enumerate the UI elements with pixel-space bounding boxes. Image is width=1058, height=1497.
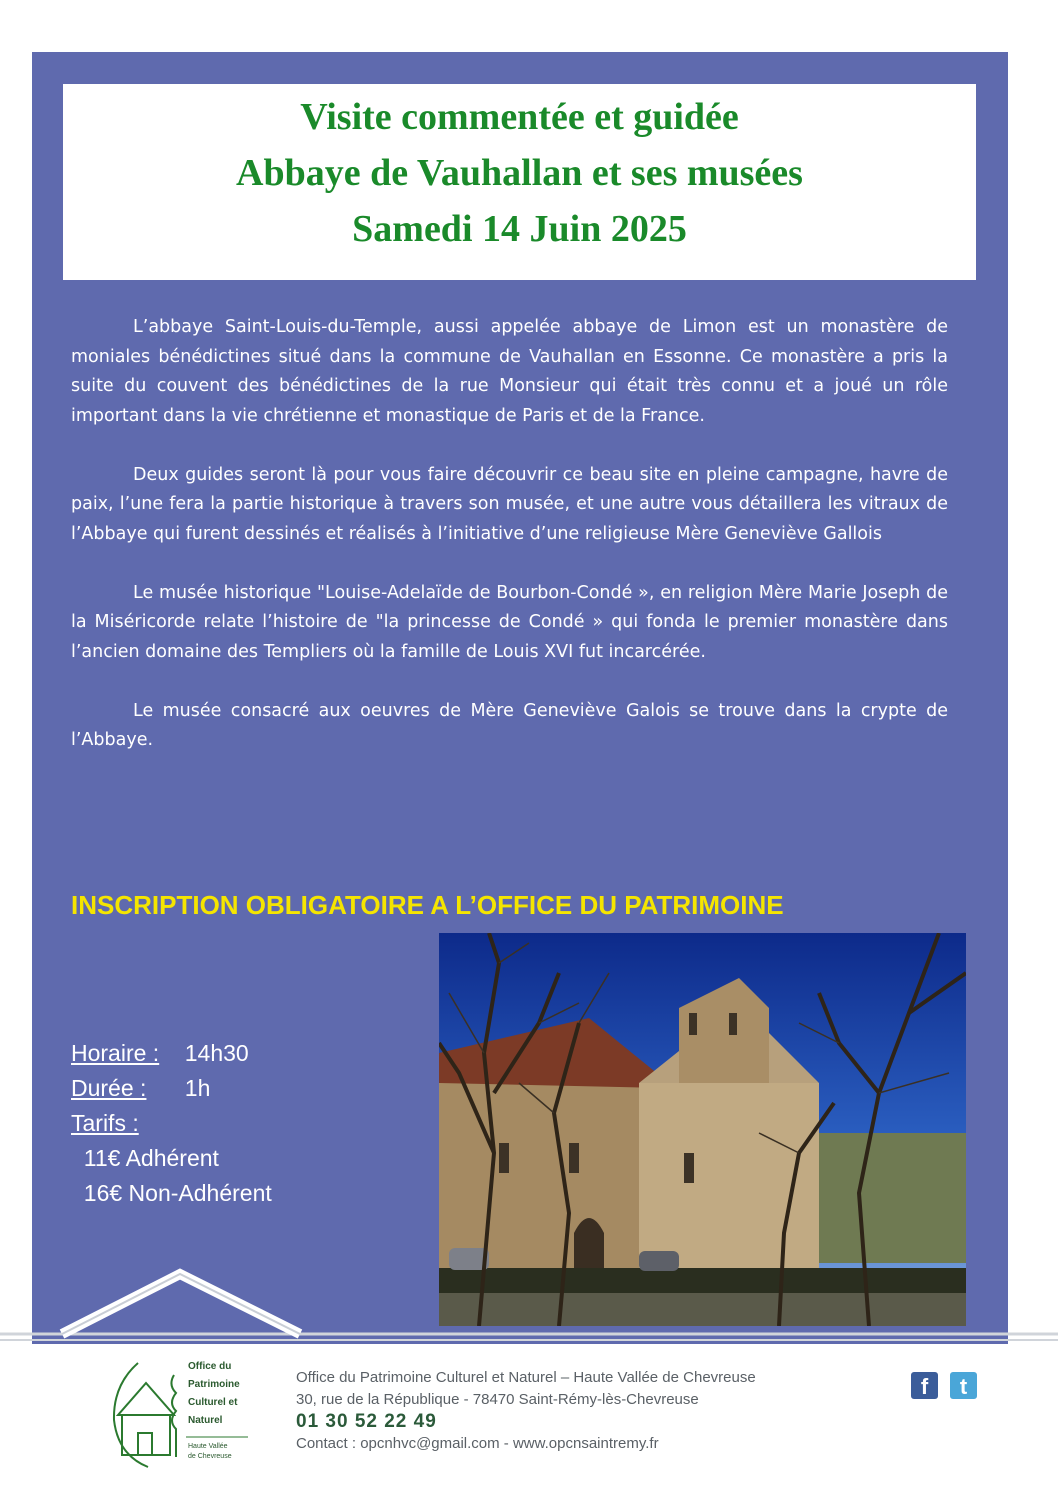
paragraph-crypt-museum: Le musée consacré aux oeuvres de Mère Geneviève Galois se trouve dans la crypte de l’Abbaye.	[71, 700, 948, 750]
footer-address: 30, rue de la République - 78470 Saint-Rémy-lès-Chevreuse	[296, 1391, 699, 1408]
paragraph-historic-museum: Le musée historique "Louise-Adelaïde de Bourbon-Condé », en religion Mère Marie Joseph de la Miséricorde relate l’histoire de "la princesse de Condé » qui fonda le premier monastère dans l’ancien domaine des Templiers où la famille de Louis XVI fut incarcérée.	[71, 582, 948, 662]
inscription-notice: INSCRIPTION OBLIGATOIRE A L’OFFICE DU PATRIMOINE	[71, 890, 784, 920]
footer-org: Office du Patrimoine Culturel et Naturel – Haute Vallée de Chevreuse	[296, 1369, 756, 1386]
duree-value: 1h	[184, 1075, 211, 1101]
title-line-1: Visite commentée et guidée	[300, 96, 739, 138]
tarif-non-adherent-row	[71, 1176, 272, 1211]
paragraph-abbey-intro: L’abbaye Saint-Louis-du-Temple, aussi appelée abbaye de Limon est un monastère de moniales bénédictines situé dans la commune de Vauhallan en Essonne. Ce monastère a pris la suite du couvent des bénédictines de la rue Monsieur qui était très connu et a joué un rôle important dans la vie chrétienne et monastique de Paris et de la France.	[71, 317, 948, 426]
title-line-3-date: Samedi 14 Juin 2025	[352, 208, 687, 250]
tarif-adherent: 11€ Adhérent	[83, 1145, 219, 1171]
twitter-icon[interactable]: t	[950, 1372, 977, 1399]
footer-contact	[296, 1367, 756, 1455]
horaire-row	[71, 1036, 272, 1071]
logo-line-5: Haute Vallée	[188, 1443, 228, 1450]
title-box	[63, 84, 976, 280]
event-info	[71, 1036, 272, 1211]
horaire-value: 14h30	[184, 1040, 249, 1066]
logo-line-6: de Chevreuse	[188, 1453, 232, 1460]
paragraph-guides: Deux guides seront là pour vous faire découvrir ce beau site en pleine campagne, havre de paix, l’une fera la partie historique à travers son musée, et une autre vous détaillera les vitraux de l’Abbaye qui furent dessinés et réalisés à l’initiative d’une religieuse Mère Geneviève Gallois	[71, 464, 948, 544]
footer-phone: 01 30 52 22 49	[296, 1411, 437, 1432]
logo-line-3: Culturel et	[188, 1397, 238, 1408]
tarifs-row	[71, 1106, 272, 1141]
tarif-non-adherent: 16€ Non-Adhérent	[83, 1180, 272, 1206]
tarifs-label: Tarifs :	[71, 1110, 139, 1136]
footer-contact-line: Contact : opcnhvc@gmail.com - www.opcnsaintremy.fr	[296, 1435, 659, 1452]
title-line-2: Abbaye de Vauhallan et ses musées	[236, 152, 803, 194]
tarif-adherent-row	[71, 1141, 272, 1176]
logo-line-4: Naturel	[188, 1415, 223, 1426]
logo-line-1: Office du	[188, 1361, 232, 1372]
horaire-label: Horaire :	[71, 1040, 160, 1066]
logo-line-2: Patrimoine	[188, 1379, 240, 1390]
description	[71, 313, 948, 785]
facebook-icon[interactable]: f	[911, 1372, 938, 1399]
opcn-logo	[108, 1345, 268, 1470]
duree-row	[71, 1071, 272, 1106]
duree-label: Durée :	[71, 1075, 147, 1101]
